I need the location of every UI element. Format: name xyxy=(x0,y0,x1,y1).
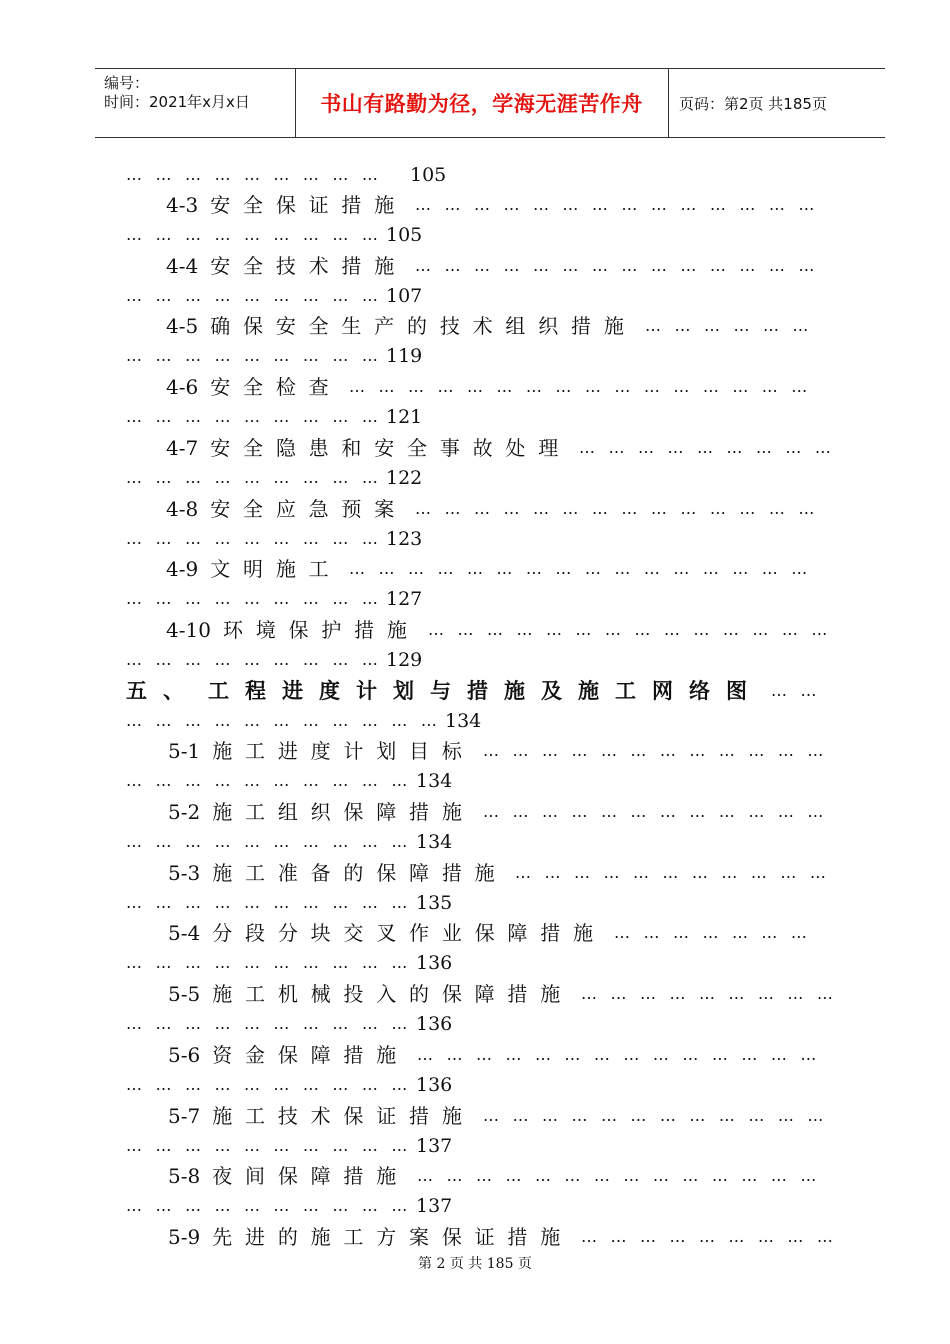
toc-entry-number: 5-6 xyxy=(168,1042,201,1067)
toc-leader: … … … … … … … … … … … … … … xyxy=(415,498,819,518)
toc-entry-text: 安全保证措施 xyxy=(210,193,408,217)
toc-continuation-line xyxy=(0,585,950,613)
toc-entry-title xyxy=(168,1162,409,1190)
toc-page-number: 134 xyxy=(416,770,453,793)
toc-entry[interactable] xyxy=(0,677,950,705)
toc-entry-number: 五、 xyxy=(126,677,200,703)
toc-page-number: 119 xyxy=(386,345,423,368)
toc-leader: … … … … … … … … … xyxy=(126,528,383,548)
toc-continuation-line xyxy=(0,767,950,795)
toc-entry-number: 5-8 xyxy=(168,1164,201,1189)
toc-entry-number: 5-1 xyxy=(168,739,201,764)
toc-leader: … … … … … … … … … … … … … … xyxy=(417,1044,821,1064)
toc-leader: … … … … … … … … … xyxy=(126,225,383,244)
toc-entry-title xyxy=(168,1102,475,1130)
toc-entry-number: 5-7 xyxy=(168,1103,201,1128)
toc-entry-text: 环境保护措施 xyxy=(222,617,420,642)
header-page-cell xyxy=(669,69,885,137)
toc-entry-number: 5-9 xyxy=(168,1224,201,1249)
page-number-label: 页码：第2页 共185页 xyxy=(679,94,827,113)
toc-entry-text: 安全检查 xyxy=(210,375,342,400)
toc-leader: … … … … … … xyxy=(645,316,813,336)
toc-entry-title xyxy=(166,191,407,219)
toc-leader: … … … … … … … … … … xyxy=(126,771,412,791)
toc-continuation-line xyxy=(0,646,950,674)
toc-entry-title xyxy=(166,252,407,280)
toc-leader: … … … … … … … … … … xyxy=(126,953,412,973)
toc-continuation-line xyxy=(0,1010,950,1038)
toc-leader: … … … … … … … … … … … xyxy=(515,862,831,882)
toc-entry-title xyxy=(168,1041,409,1069)
doc-number-label: 编号： xyxy=(104,74,150,92)
toc-entry[interactable] xyxy=(0,859,950,887)
toc-leader: … … … … … … … … … xyxy=(581,984,838,1004)
toc-entry[interactable] xyxy=(0,373,950,401)
toc-entry-text: 施工准备的保障措施 xyxy=(212,860,508,885)
toc-continuation-line xyxy=(0,221,950,249)
toc-entry[interactable] xyxy=(0,798,950,826)
toc-leader: … … … … … … … … … xyxy=(126,467,383,487)
toc-entry-title xyxy=(168,919,606,947)
toc-page-number: 137 xyxy=(416,1134,453,1157)
page-footer: 第 2 页 共 185 页 xyxy=(418,1256,532,1272)
toc-leader: … … … … … … … … … … xyxy=(126,892,412,912)
toc-entry-title xyxy=(168,798,475,826)
toc-continuation-line xyxy=(0,161,950,189)
toc-entry-text: 文明施工 xyxy=(210,557,342,582)
toc-page-number: 129 xyxy=(386,648,423,671)
toc-entry-text: 安全隐患和安全事故处理 xyxy=(210,435,572,460)
toc-entry-text: 施工技术保证措施 xyxy=(212,1103,475,1128)
toc-page-number: 135 xyxy=(416,891,453,914)
toc-entry-text: 夜间保障措施 xyxy=(212,1164,410,1189)
toc-leader: … … … … … … … … … … … … … … xyxy=(415,255,819,275)
toc-entry-title xyxy=(168,859,507,887)
toc-entry-number: 4-6 xyxy=(166,375,199,400)
page-header xyxy=(95,68,885,138)
toc-continuation-line xyxy=(0,464,950,492)
toc-leader: … … … … … … … … … xyxy=(581,1226,838,1246)
toc-leader: … … … … … … … … … … xyxy=(126,1074,412,1094)
toc-page-number: 134 xyxy=(445,709,482,732)
toc-leader: … … … … … … … … … … xyxy=(126,832,412,851)
toc-page-number: 134 xyxy=(416,831,453,853)
motto-text: 书山有路勤为径，学海无涯苦作舟 xyxy=(320,92,643,116)
toc-entry-number: 4-5 xyxy=(166,314,199,339)
toc-continuation-line xyxy=(0,1071,950,1099)
toc-continuation-line xyxy=(0,707,950,735)
toc-entry-text: 先进的施工方案保证措施 xyxy=(212,1224,574,1249)
toc-entry[interactable] xyxy=(0,191,950,219)
toc-entry-text: 施工进度计划目标 xyxy=(212,739,475,764)
toc-leader: … … … … … … … … … … … xyxy=(126,710,442,730)
toc-entry-text: 安全应急预案 xyxy=(210,496,408,521)
toc-leader: … … … … … … … … … … … … … … xyxy=(428,619,832,639)
toc-entry-number: 4-9 xyxy=(166,557,199,582)
toc-entry-title xyxy=(166,555,341,583)
toc-entry-number: 5-5 xyxy=(168,982,201,1007)
toc-entry-title xyxy=(166,495,407,523)
toc-continuation-line xyxy=(0,949,950,977)
toc-entry-title xyxy=(166,616,420,644)
toc-entry-number: 4-10 xyxy=(166,617,211,642)
toc-entry-text: 施工组织保障措施 xyxy=(212,800,475,824)
toc-leader: … … … … … … … xyxy=(614,923,812,943)
toc-page-number: 107 xyxy=(386,284,423,307)
toc-entry[interactable] xyxy=(0,1041,950,1069)
toc-leader: … … … … … … … … … xyxy=(126,407,383,427)
toc-leader: … … … … … … … … … … … … … … … … xyxy=(349,559,812,579)
toc-entry-number: 4-7 xyxy=(166,435,199,460)
toc-leader: … … … … … … … … … … … … xyxy=(483,802,828,821)
toc-entry[interactable] xyxy=(0,555,950,583)
header-meta-cell xyxy=(95,69,296,137)
toc-page-number: 105 xyxy=(386,224,423,246)
toc-entry-number: 5-3 xyxy=(168,860,201,885)
toc-page-number: 105 xyxy=(410,164,447,186)
toc-leader: … … … … … … … … … xyxy=(579,437,836,457)
toc-continuation-line xyxy=(0,525,950,553)
toc-entry[interactable] xyxy=(0,616,950,644)
toc-entry[interactable] xyxy=(0,312,950,340)
toc-entry-title xyxy=(168,980,573,1008)
toc-leader: … … … … … … … … … xyxy=(126,285,383,305)
toc-leader: … … … … … … … … … … xyxy=(126,1014,412,1034)
toc-entry-text: 安全技术措施 xyxy=(210,253,408,278)
toc-leader: … … … … … … … … … xyxy=(126,165,383,184)
toc-leader: … … … … … … … … … … … … … … xyxy=(415,195,819,214)
toc-leader: … … … … … … … … … xyxy=(126,346,383,366)
toc-entry[interactable] xyxy=(0,919,950,947)
toc-entry-title xyxy=(166,312,637,340)
toc-page-number: 137 xyxy=(416,1195,453,1218)
toc-entry[interactable] xyxy=(0,434,950,462)
toc-page-number: 136 xyxy=(416,1073,453,1096)
toc-entry-text: 施工机械投入的保障措施 xyxy=(212,982,574,1007)
toc-page-number: 136 xyxy=(416,952,453,975)
toc-entry-number: 4-4 xyxy=(166,253,199,278)
toc-entry[interactable] xyxy=(0,980,950,1008)
toc-entry-number: 5-2 xyxy=(168,800,201,824)
toc-continuation-line xyxy=(0,1192,950,1220)
toc-entry-title xyxy=(168,1223,573,1251)
toc-page-number: 121 xyxy=(386,406,423,429)
toc-entry[interactable] xyxy=(0,1102,950,1130)
toc-entry-title xyxy=(126,677,763,705)
toc-continuation-line xyxy=(0,342,950,370)
toc-entry-title xyxy=(166,373,341,401)
toc-entry-text: 工程进度计划与措施及施工网络图 xyxy=(208,677,763,703)
toc-page-number: 123 xyxy=(386,527,423,550)
toc-page-number: 127 xyxy=(386,588,423,611)
toc-leader: … … … … … … … … … … xyxy=(126,1135,412,1155)
toc-entry-title xyxy=(166,434,571,462)
toc-leader: … … … … … … … … … … … … xyxy=(483,741,828,761)
toc-continuation-line xyxy=(0,889,950,917)
toc-entry-text: 分段分块交叉作业保障措施 xyxy=(212,921,606,946)
toc-continuation-line xyxy=(0,403,950,431)
toc-entry-text: 确保安全生产的技术组织措施 xyxy=(210,314,637,339)
toc-leader: … … … … … … … … … xyxy=(126,649,383,669)
toc-leader: … … xyxy=(771,680,821,700)
toc-page-number: 136 xyxy=(416,1013,453,1036)
toc-entry-text: 资金保障措施 xyxy=(212,1042,410,1067)
toc-leader: … … … … … … … … … xyxy=(126,589,383,609)
toc-entry[interactable] xyxy=(0,495,950,523)
toc-leader: … … … … … … … … … … … … … … xyxy=(417,1166,821,1186)
toc-entry[interactable] xyxy=(0,1223,950,1251)
toc-continuation-line xyxy=(0,828,950,856)
toc-entry[interactable] xyxy=(0,1162,950,1190)
header-motto-cell xyxy=(295,69,669,137)
doc-time-label: 时间：2021年x月x日 xyxy=(104,93,250,111)
toc-entry-number: 4-3 xyxy=(166,193,199,217)
toc-continuation-line xyxy=(0,282,950,310)
toc-entry-number: 5-4 xyxy=(168,921,201,946)
toc-entry-number: 4-8 xyxy=(166,496,199,521)
toc-leader: … … … … … … … … … … … … … … … … xyxy=(349,377,812,397)
toc-continuation-line xyxy=(0,1132,950,1160)
toc-leader: … … … … … … … … … … xyxy=(126,1196,412,1216)
toc-entry-title xyxy=(168,737,475,765)
toc-page-number: 122 xyxy=(386,466,423,489)
toc-entry[interactable] xyxy=(0,252,950,280)
toc-entry[interactable] xyxy=(0,737,950,765)
toc-leader: … … … … … … … … … … … … xyxy=(483,1105,828,1125)
